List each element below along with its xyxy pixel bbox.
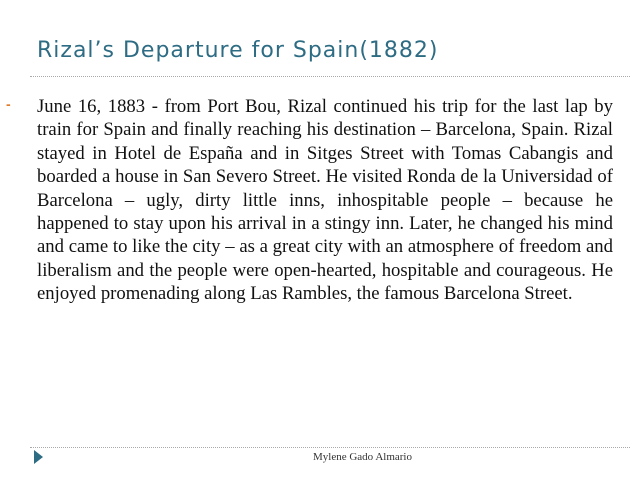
right-triangle-icon <box>34 450 43 464</box>
slide-body-text: June 16, 1883 - from Port Bou, Rizal continued his trip for the last lap by train for Spain and finally reaching his destination – Barcelona, Spain. Rizal stayed in Hotel de España and in Sitges Street with Tomas Cabangis and boarded a house in San Severo Street. He visited Ronda de la Universidad of Barcelona – ugly, dirty little inns, inhospitable people – because he happened to stay upon his arrival in a stingy inn. Later, he changed his mind and came to like the city – as a great city with an atmosphere of freedom and liberalism and the people were open-hearted, hospitable and courageous. He enjoyed promenading along Las Rambles, the famous Barcelona Street. <box>37 96 613 305</box>
title-divider <box>30 76 630 77</box>
footer-author: Mylene Gado Almario <box>313 451 412 463</box>
slide-title: Rizal’s Departure for Spain(1882) <box>37 38 439 63</box>
bullet-marker: - <box>6 96 11 112</box>
footer-divider <box>30 447 630 448</box>
